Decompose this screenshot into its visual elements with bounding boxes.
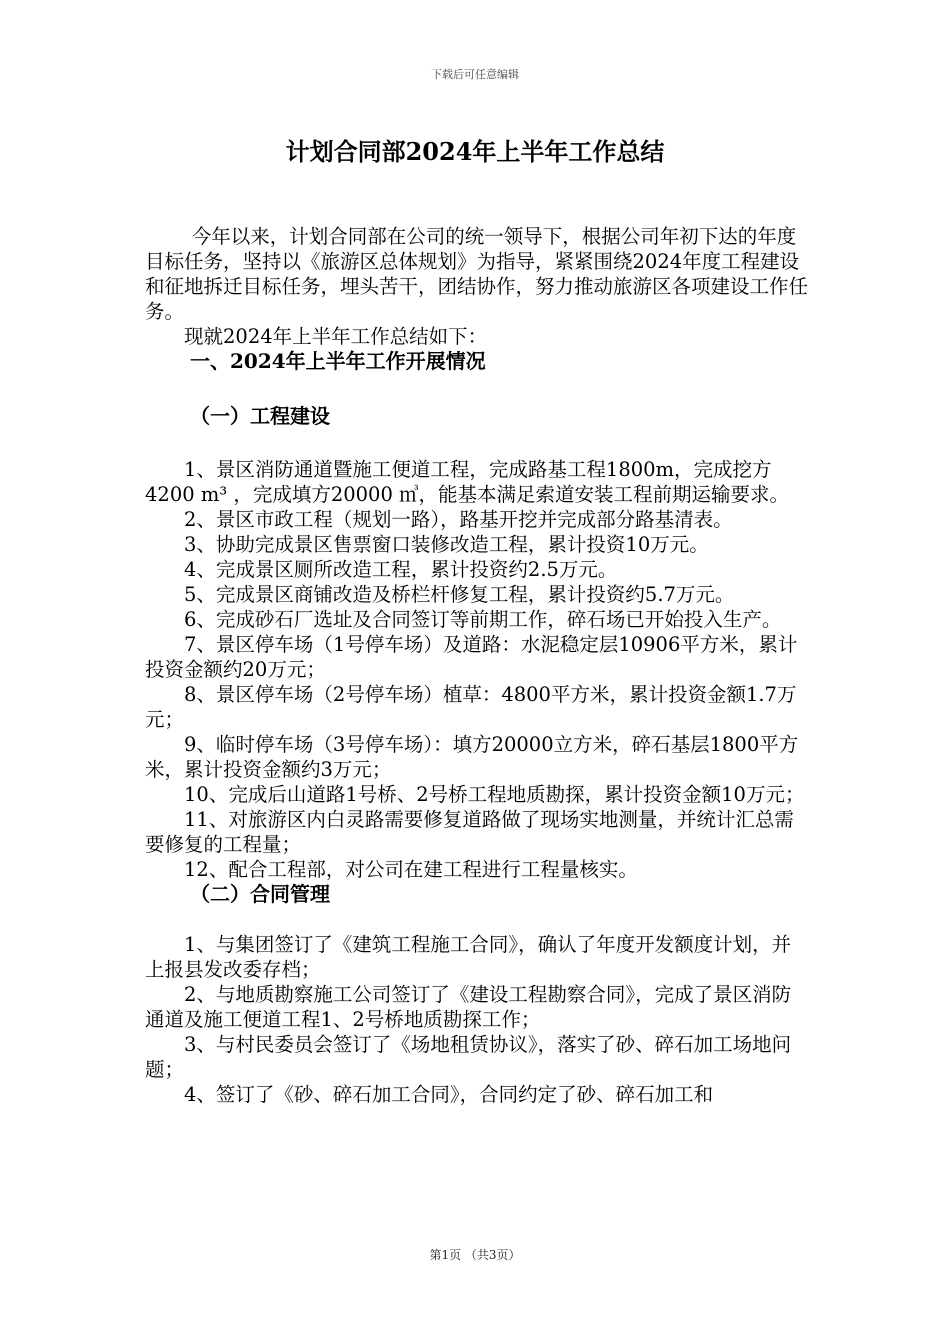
document-body [145, 224, 810, 1107]
list-item: 11、对旅游区内白灵路需要修复道路做了现场实地测量，并统计汇总需要修复的工程量； [145, 808, 794, 856]
list-item: 9、临时停车场（3号停车场）：填方20000立方米，碎石基层1800平方米，累计投资金额约3万元； [145, 733, 799, 781]
list-item: 1、景区消防通道暨施工便道工程，完成路基工程1800m，完成挖方4200 m³ ，完成填方20000 ㎥，能基本满足索道安装工程前期运输要求。 [145, 458, 790, 506]
list-item: 8、景区停车场（2号停车场）植草：4800平方米，累计投资金额1.7万元； [145, 683, 797, 731]
list-item: 2、景区市政工程（规划一路），路基开挖并完成部分路基清表。 [184, 508, 733, 531]
section-heading-1: 一、2024年上半年工作开展情况 [190, 349, 486, 373]
page-header: 下载后可任意编辑 [431, 68, 519, 81]
list-item: 10、完成后山道路1号桥、2号桥工程地质勘探，累计投资金额10万元； [184, 783, 805, 806]
list-item: 7、景区停车场（1号停车场）及道路：水泥稳定层10906平方米，累计投资金额约20万元； [145, 633, 798, 681]
page-footer: 第1页 （共3页） [429, 1248, 521, 1262]
list-item: 4、签订了《砂、碎石加工合同》，合同约定了砂、碎石加工和 [184, 1083, 714, 1106]
list-item: 3、协助完成景区售票窗口装修改造工程，累计投资10万元。 [184, 533, 709, 556]
list-item: 5、完成景区商铺改造及桥栏杆修复工程，累计投资约5.7万元。 [184, 583, 735, 606]
intro-summary-line: 现就2024年上半年工作总结如下： [184, 325, 488, 348]
list-item: 1、与集团签订了《建筑工程施工合同》，确认了年度开发额度计划，并上报县发改委存档； [145, 933, 792, 981]
list-item: 6、完成砂石厂选址及合同签订等前期工作，碎石场已开始投入生产。 [184, 608, 782, 631]
intro-paragraph: 今年以来，计划合同部在公司的统一领导下，根据公司年初下达的年度目标任务，坚持以《旅游区总体规划》为指导，紧紧围绕2024年度工程建设和征地拆迁目标任务，埋头苦干，团结协作，努力推动旅游区各项建设工作任务。 [145, 225, 809, 323]
document-title: 计划合同部2024年上半年工作总结 [285, 137, 665, 166]
list-item: 12、配合工程部，对公司在建工程进行工程量核实。 [184, 858, 638, 881]
list-item: 3、与村民委员会签订了《场地租赁协议》，落实了砂、碎石加工场地问题； [145, 1033, 792, 1081]
list-item: 2、与地质勘察施工公司签订了《建设工程勘察合同》，完成了景区消防通道及施工便道工程1、2号桥地质勘探工作； [145, 983, 792, 1031]
subsection-heading-engineering: （一）工程建设 [190, 404, 330, 428]
subsection-heading-contracts: （二）合同管理 [190, 882, 330, 906]
list-item: 4、完成景区厕所改造工程，累计投资约2.5万元。 [184, 558, 618, 581]
